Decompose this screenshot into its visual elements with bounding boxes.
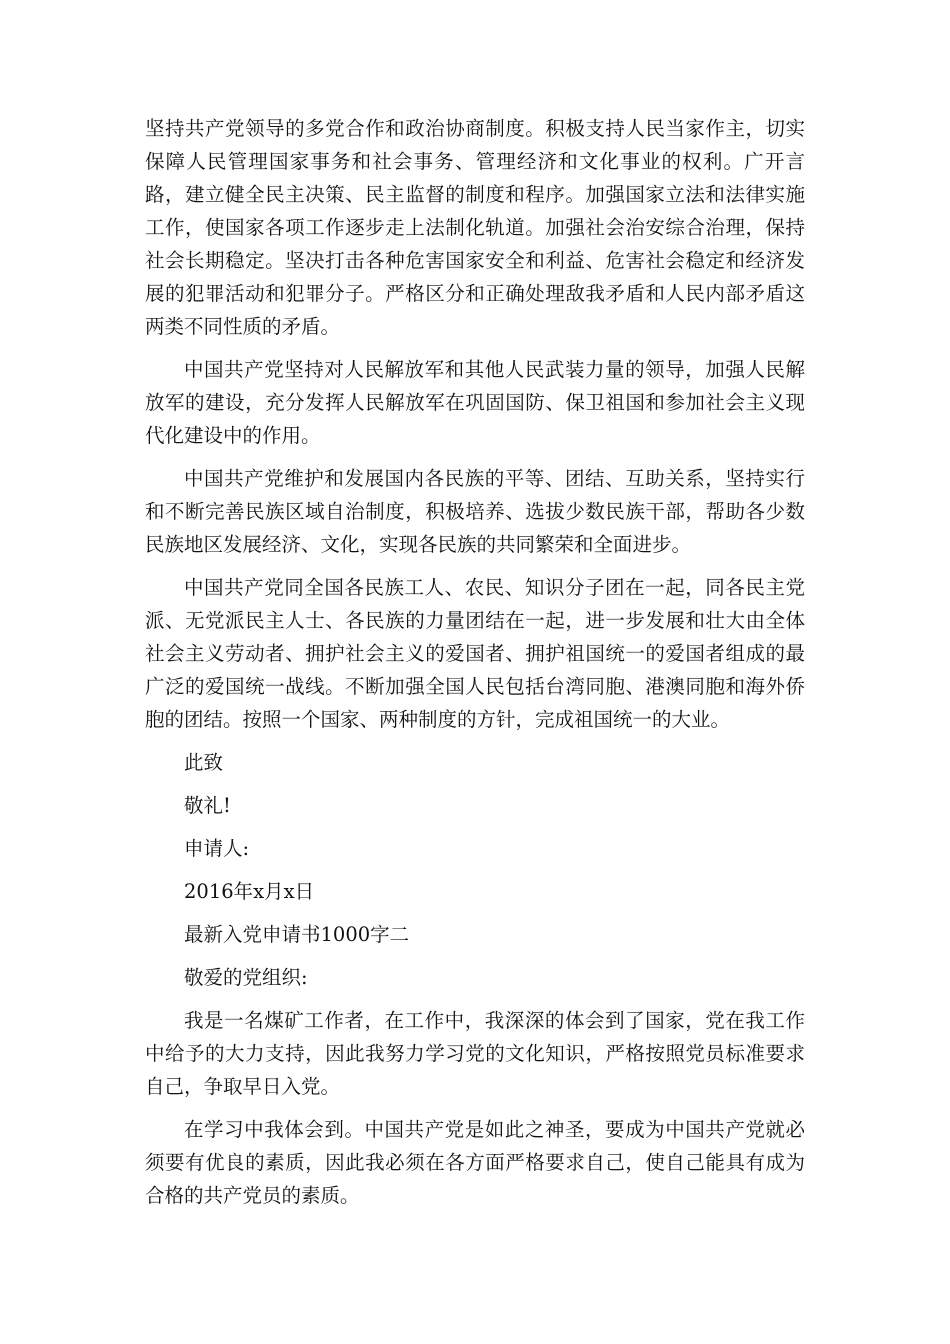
greeting-line: 敬爱的党组织: [184,966,308,989]
section-title: 最新入党申请书1000字二 [184,923,410,946]
closing-regards: 敬礼! [184,794,231,817]
paragraph-multi-party-cooperation: 坚持共产党领导的多党合作和政治协商制度。积极支持人民当家作主，切实保障人民管理国家事务和社会事务、管理经济和文化事业的权利。广开言路，建立健全民主决策、民主监督的制度和程序。加强国家立法和法律实施工作，使国家各项工作逐步走上法制化轨道。加强社会治安综合治理，保持社会长期稳定。坚决打击各种危害国家安全和利益、危害社会稳定和经济发展的犯罪活动和犯罪分子。严格区分和正确处理敌我矛盾和人民内部矛盾这两类不同性质的矛盾。 [145,117,805,338]
applicant-label: 申请人: [184,837,250,860]
document-page [145,112,805,1222]
paragraph-coal-worker: 我是一名煤矿工作者，在工作中，我深深的体会到了国家，党在我工作中给予的大力支持，因此我努力学习党的文化知识，严格按照党员标准要求自己，争取早日入党。 [145,1009,805,1098]
paragraph-study-reflection: 在学习中我体会到。中国共产党是如此之神圣，要成为中国共产党就必须要有优良的素质，因此我必须在各方面严格要求自己，使自己能具有成为合格的共产党员的素质。 [145,1118,805,1207]
date-line: 2016年x月x日 [184,880,315,903]
paragraph-ethnic-unity: 中国共产党维护和发展国内各民族的平等、团结、互助关系，坚持实行和不断完善民族区域自治制度，积极培养、选拔少数民族干部，帮助各少数民族地区发展经济、文化，实现各民族的共同繁荣和全面进步。 [145,467,805,556]
paragraph-army-leadership: 中国共产党坚持对人民解放军和其他人民武装力量的领导，加强人民解放军的建设，充分发挥人民解放军在巩固国防、保卫祖国和参加社会主义现代化建设中的作用。 [145,358,805,447]
paragraph-united-front: 中国共产党同全国各民族工人、农民、知识分子团在一起，同各民主党派、无党派民主人士、各民族的力量团结在一起，进一步发展和壮大由全体社会主义劳动者、拥护社会主义的爱国者、拥护祖国统一的爱国者组成的最广泛的爱国统一战线。不断加强全国人民包括台湾同胞、港澳同胞和海外侨胞的团结。按照一个国家、两种制度的方针，完成祖国统一的大业。 [145,576,805,731]
closing-salutation: 此致 [184,751,224,774]
